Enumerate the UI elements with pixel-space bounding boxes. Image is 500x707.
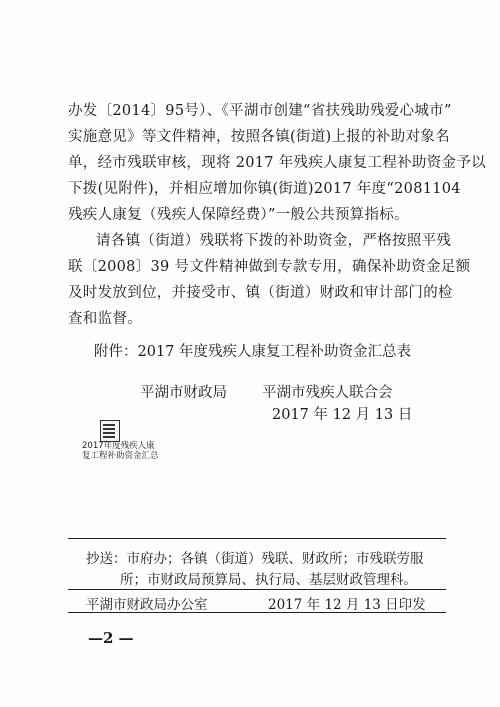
page-number: —2 — xyxy=(88,629,134,647)
divider-middle xyxy=(68,589,446,590)
body-paragraph-2 xyxy=(68,228,471,332)
text-line: 及时发放到位，并接受市、镇（街道）财政和审计部门的检 xyxy=(68,285,453,301)
text-line: 单，经市残联审核，现将 2017 年残疾人康复工程补助资金予以 xyxy=(68,155,486,171)
body-paragraph-1 xyxy=(68,98,486,228)
document-icon[interactable] xyxy=(100,420,120,442)
attachment-caption[interactable]: 2017年度残疾人康 复工程补助资金汇总 xyxy=(82,441,159,461)
cc-line-1: 抄送：市府办；各镇（街道）残联、财政所；市残联劳服 xyxy=(86,551,424,567)
text-line: 请各镇（街道）残联将下拨的补助资金，严格按照平残 xyxy=(96,233,452,249)
attachment-line: 附件：2017 年度残疾人康复工程补助资金汇总表 xyxy=(94,344,412,360)
signature-finance-bureau: 平湖市财政局 xyxy=(140,385,227,401)
print-date: 2017 年 12 月 13 日印发 xyxy=(268,597,426,613)
cc-line-2: 所；市财政局预算局、执行局、基层财政管理科。 xyxy=(120,572,417,588)
divider-bottom xyxy=(68,612,446,613)
signature-date: 2017 年 12 月 13 日 xyxy=(272,407,413,423)
text-line: 实施意见》等文件精神，按照各镇(街道)上报的补助对象名 xyxy=(68,129,450,145)
text-line: 查和监督。 xyxy=(68,311,142,327)
text-line: 联〔2008〕39 号文件精神做到专款专用，确保补助资金足额 xyxy=(68,259,471,275)
text-line: 残疾人康复（残疾人保障经费）”一般公共预算指标。 xyxy=(68,207,409,223)
issuing-office: 平湖市财政局办公室 xyxy=(86,597,208,613)
divider-top xyxy=(68,538,446,539)
signature-disabled-federation: 平湖市残疾人联合会 xyxy=(262,385,393,401)
text-line: 办发〔2014〕95号）、《平湖市创建“省扶残助残爱心城市” xyxy=(68,103,452,119)
text-line: 下拨(见附件)，并相应增加你镇(街道)2017 年度“2081104 xyxy=(68,181,461,197)
